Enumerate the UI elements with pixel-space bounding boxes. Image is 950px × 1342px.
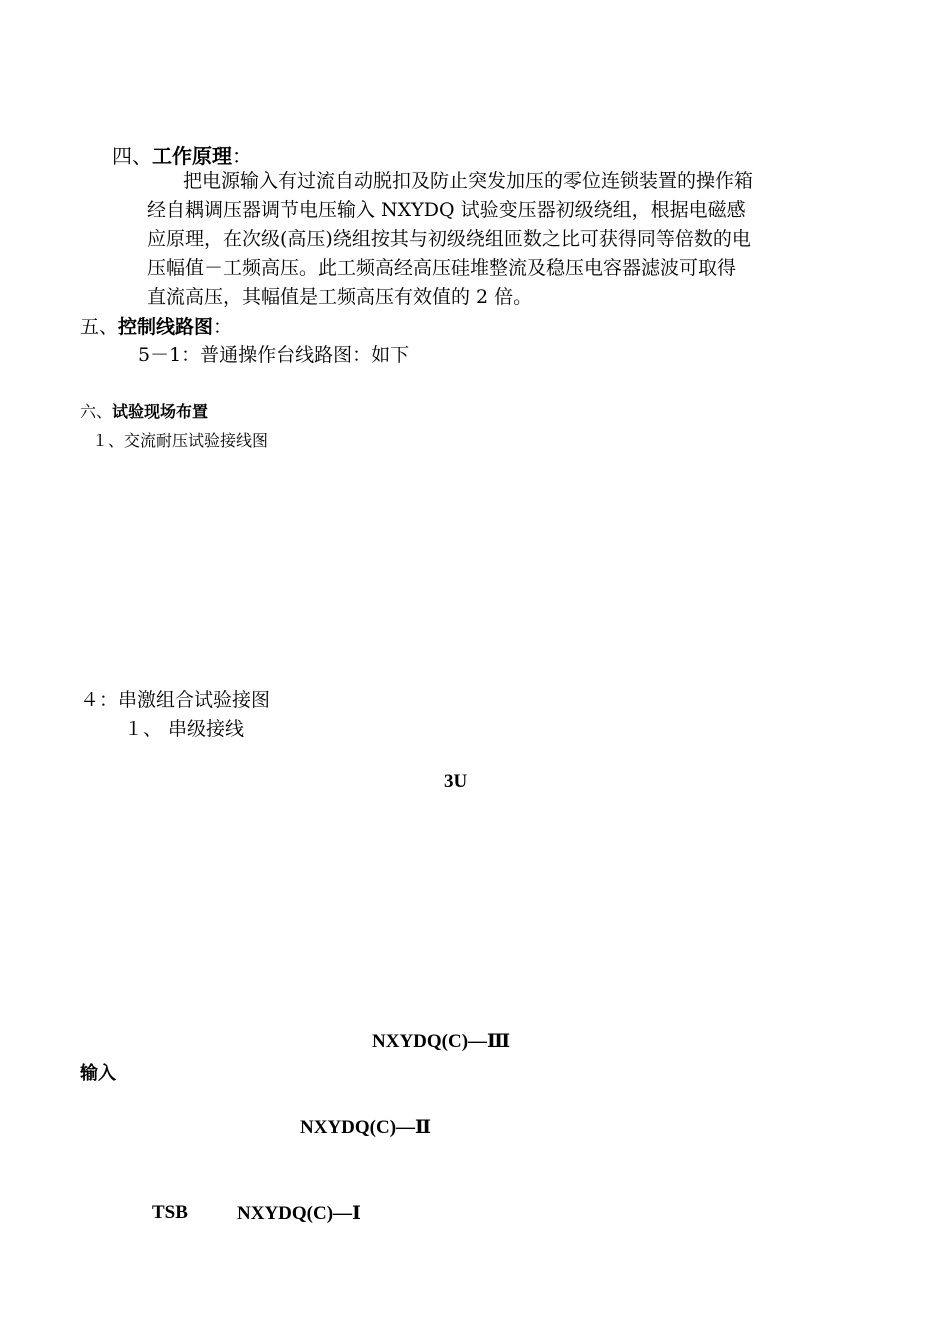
- section-5-heading: [80, 312, 232, 339]
- paragraph-line: 直流高压，其幅值是工频高压有效值的 2 倍。: [147, 286, 533, 308]
- diagram-label-input: 输入: [80, 1063, 116, 1084]
- section-5-1-subheading: 5－1：普通操作台线路图：如下: [138, 344, 410, 366]
- paragraph-line: 压幅值－工频高压。此工频高经高压硅堆整流及稳压电容器滤波可取得: [147, 257, 737, 279]
- section-5-number: 五、: [80, 316, 119, 338]
- section-4-title: 工作原理: [152, 144, 232, 168]
- diagram-label-tsb: TSB: [152, 1202, 188, 1223]
- section-6-title: 试验现场布置: [112, 402, 209, 421]
- section-6-number: 六、: [80, 402, 113, 421]
- section-4-colon: ：: [232, 144, 252, 168]
- diagram-label-3u: 3U: [444, 771, 468, 792]
- section-6-heading: [80, 399, 208, 422]
- paragraph-line: 经自耦调压器调节电压输入 NXYDQ 试验变压器初级绕组，根据电磁感: [147, 199, 746, 221]
- section-5-colon: ：: [213, 316, 233, 338]
- diagram-label-transformer-iii: NXYDQ(C)—Ⅲ: [372, 1031, 511, 1052]
- section-4-number: 四、: [112, 144, 152, 168]
- section-6-1-subheading: １、交流耐压试验接线图: [92, 431, 269, 450]
- working-principle-paragraph: [147, 167, 847, 312]
- section-5-title: 控制线路图: [118, 316, 214, 338]
- section-4-heading: [112, 140, 252, 169]
- cascade-test-heading: ４：串激组合试验接图: [80, 689, 271, 711]
- diagram-label-transformer-ii: NXYDQ(C)—Ⅱ: [300, 1117, 432, 1138]
- cascade-connection-subheading: １、 串级接线: [124, 718, 245, 740]
- paragraph-line: 把电源输入有过流自动脱扣及防止突发加压的零位连锁装置的操作箱: [183, 170, 754, 192]
- diagram-label-transformer-i: NXYDQ(C)—Ⅰ: [237, 1203, 361, 1224]
- paragraph-line: 应原理，在次级(高压)绕组按其与初级绕组匝数之比可获得同等倍数的电: [147, 228, 751, 250]
